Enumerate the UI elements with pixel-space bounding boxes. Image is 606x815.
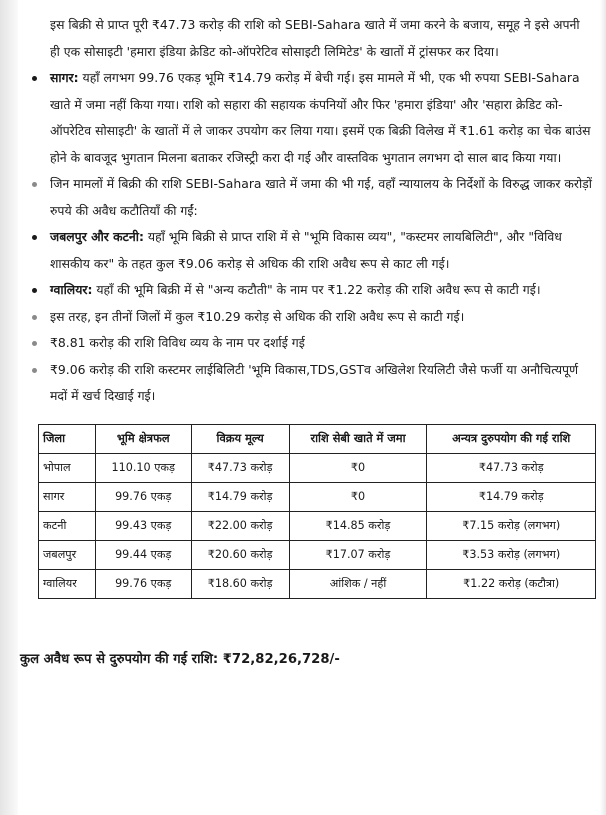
table-cell: 99.76 एकड़ [95, 569, 191, 598]
bullet-label: सागर: [50, 70, 79, 85]
bullet-label: जबलपुर और कटनी: [50, 229, 144, 244]
bullet-item-misc-expense [30, 330, 592, 357]
table-cell: ₹3.53 करोड़ (लगभग) [427, 540, 596, 569]
table-cell: ₹17.07 करोड़ [289, 540, 427, 569]
bullet-item-customer-liability [30, 357, 592, 410]
table-cell: 99.44 एकड़ [95, 540, 191, 569]
bullet-dot-icon [32, 368, 37, 373]
table-cell: ₹7.15 करोड़ (लगभग) [427, 511, 596, 540]
table-cell: ₹0 [289, 453, 427, 482]
table-cell: 99.43 एकड़ [95, 511, 191, 540]
bullet-item-deductions [30, 171, 592, 224]
column-header-misused-amount: अन्यत्र दुरुपयोग की गई राशि [427, 424, 596, 453]
table-cell: 110.10 एकड़ [95, 453, 191, 482]
table-row [39, 453, 596, 482]
bullet-item-jabalpur-katni [30, 224, 592, 277]
bullet-dot-icon [32, 235, 37, 240]
bullet-text: यहाँ की भूमि बिक्री में से "अन्य कटौती" के नाम पर ₹1.22 करोड़ की राशि अवैध रूप से काटी गई। [92, 282, 541, 297]
intro-paragraph: इस बिक्री से प्राप्त पूरी ₹47.73 करोड़ की राशि को SEBI-Sahara खाते में जमा करने के बजाय, समूह ने इसे अपनी ही एक सोसाइटी 'हमारा इंडिया क्रेडिट को-ऑपरेटिव सोसाइटी लिमिटेड' के खातों में ट्रांसफर कर दिया। [50, 17, 580, 59]
bullet-text: यहाँ भूमि बिक्री से प्राप्त राशि में से "भूमि विकास व्यय", "कस्टमर लायबिलिटी", और "विविध शासकीय कर" के तहत कुल ₹9.06 करोड़ से अधिक की राशि अवैध रूप से काट ली गई। [50, 229, 562, 271]
table-cell: सागर [39, 482, 96, 511]
bullet-list [30, 65, 592, 410]
table-cell: ₹47.73 करोड़ [191, 453, 289, 482]
table-cell: ₹47.73 करोड़ [427, 453, 596, 482]
table-cell: ₹14.79 करोड़ [191, 482, 289, 511]
table-cell: जबलपुर [39, 540, 96, 569]
table-cell: कटनी [39, 511, 96, 540]
bullet-dot-icon [32, 315, 37, 320]
bullet-item-total-deduction [30, 304, 592, 331]
table-cell: ₹14.85 करोड़ [289, 511, 427, 540]
table-cell: ₹14.79 करोड़ [427, 482, 596, 511]
table-cell: ₹1.22 करोड़ (कटौत्रा) [427, 569, 596, 598]
bullet-text: ₹8.81 करोड़ की राशि विविध व्यय के नाम पर दर्शाई गई [50, 335, 305, 350]
bullet-item-gwalior [30, 277, 592, 304]
table-row [39, 569, 596, 598]
bullet-dot-icon [32, 341, 37, 346]
table-cell: ग्वालियर [39, 569, 96, 598]
table-cell: ₹0 [289, 482, 427, 511]
table-row [39, 511, 596, 540]
bullet-text: जिन मामलों में बिक्री की राशि SEBI-Sahara खाते में जमा की भी गई, वहाँ न्यायालय के निर्देशों के विरुद्ध जाकर करोड़ों रुपये की अवैध कटौतियाँ की गईं: [50, 176, 592, 218]
bullet-text: इस तरह, इन तीनों जिलों में कुल ₹10.29 करोड़ से अधिक की राशि अवैध रूप से काटी गई। [50, 308, 465, 324]
column-header-area: भूमि क्षेत्रफल [95, 424, 191, 453]
column-header-district: जिला [39, 424, 96, 453]
table-row [39, 540, 596, 569]
bullet-dot-icon [32, 288, 37, 293]
land-sale-table [38, 424, 596, 599]
column-header-sale-price: विक्रय मूल्य [191, 424, 289, 453]
bullet-text: ₹9.06 करोड़ की राशि कस्टमर लाईबिलिटी 'भूमि विकास,TDS,GSTव अखिलेश रियलिटी जैसे फर्जी या अनौचित्यपूर्ण मदों में खर्च दिखाई गई। [50, 361, 579, 403]
table-cell: आंशिक / नहीं [289, 569, 427, 598]
bullet-label: ग्वालियर: [50, 282, 93, 297]
bullet-dot-icon [32, 182, 37, 187]
bullet-text: यहाँ लगभग 99.76 एकड़ भूमि ₹14.79 करोड़ में बेची गई। इस मामले में भी, एक भी रुपया SEBI-Sahara खाते में जमा नहीं किया गया। राशि को सहारा की सहायक कंपनियों और फिर 'हमारा इंडिया' और 'सहारा क्रेडिट को-ऑपरेटिव सोसाइटी' के खातों में ले जाकर उपयोग कर लिया गया। इसमें एक बिक्री विलेख में ₹1.61 करोड़ का चेक बाउंस होने के बावजूद भुगतान मिलना बताकर रजिस्ट्री करा दी गई और वास्तविक भुगतान लगभग दो साल बाद किया गया। [50, 70, 591, 165]
table-row [39, 482, 596, 511]
bullet-dot-icon [32, 76, 37, 81]
table-cell: ₹18.60 करोड़ [191, 569, 289, 598]
table-cell: ₹22.00 करोड़ [191, 511, 289, 540]
table-cell: 99.76 एकड़ [95, 482, 191, 511]
table-cell: ₹20.60 करोड़ [191, 540, 289, 569]
table-header-row [39, 424, 596, 453]
total-misused-amount: कुल अवैध रूप से दुरुपयोग की गई राशि: ₹72,82,26,728/- [20, 651, 340, 667]
column-header-sebi-deposit: राशि सेबी खाते में जमा [289, 424, 427, 453]
bullet-item-sagar [30, 65, 592, 171]
table-cell: भोपाल [39, 453, 96, 482]
